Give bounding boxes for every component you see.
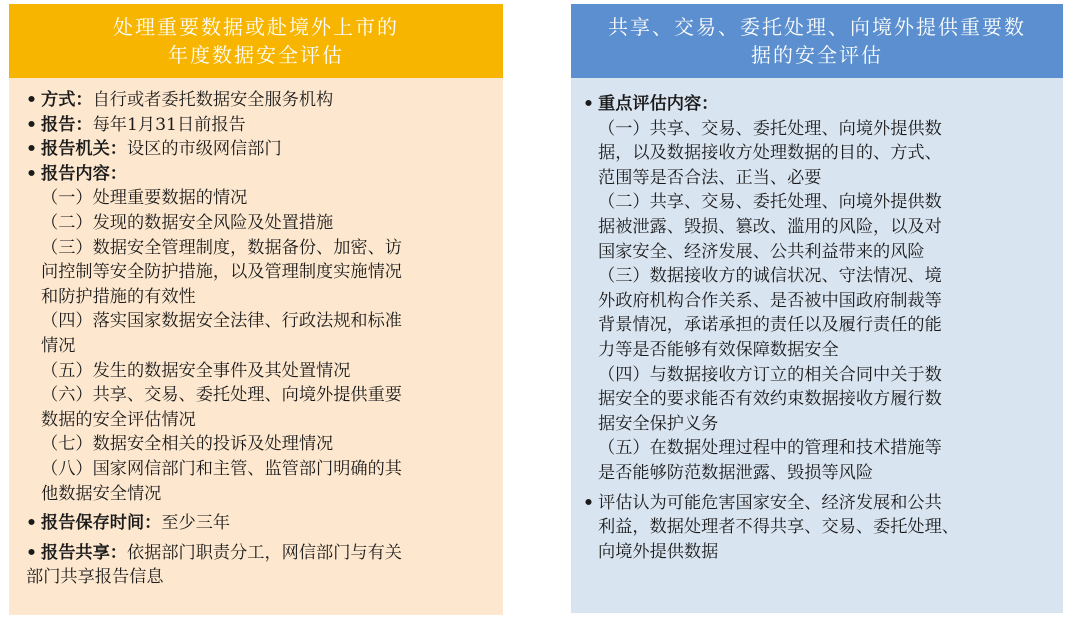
item-label: 报告内容：: [41, 163, 127, 184]
key-content-line: 力等是否能够有效保障数据安全: [598, 339, 839, 360]
conclusion-line: 向境外提供数据: [598, 541, 719, 562]
key-content-line: 据被泄露、毁损、篡改、滥用的风险，以及对: [598, 216, 942, 237]
item-text-continued: 部门共享报告信息: [26, 567, 164, 588]
list-item-retention: [26, 511, 489, 536]
title-line: 据的安全评估: [751, 43, 883, 67]
item-label: 报告共享：: [41, 542, 127, 563]
item-label: 报告保存时间：: [41, 513, 162, 534]
bullet-icon: •: [26, 114, 37, 135]
key-content-line: 据安全保护义务: [598, 413, 719, 434]
report-content-line: （一）处理重要数据的情况: [41, 188, 248, 209]
transfer-assessment-title: [571, 4, 1063, 78]
key-content-line: （五）在数据处理过程中的管理和技术措施等: [598, 438, 942, 459]
item-label: 报告机关：: [41, 139, 127, 160]
report-content-line: （七）数据安全相关的投诉及处理情况: [41, 434, 334, 455]
key-content-line: （四）与数据接收方订立的相关合同中关于数: [598, 364, 942, 385]
report-content-line: （四）落实国家数据安全法律、行政法规和标准: [41, 311, 402, 332]
list-item-method: [26, 88, 489, 113]
report-content-line: （二）发现的数据安全风险及处置措施: [41, 212, 334, 233]
transfer-assessment-card: [571, 4, 1063, 613]
key-content-line: 国家安全、经济发展、公共利益带来的风险: [598, 241, 925, 262]
bullet-icon: •: [26, 513, 37, 534]
list-item-key-content: [583, 92, 1051, 117]
list-item-report: [26, 113, 489, 138]
item-text: 设区的市级网信部门: [126, 139, 282, 160]
transfer-assessment-body: [571, 78, 1063, 564]
report-content-line: 问控制等安全防护措施，以及管理制度实施情况: [41, 262, 402, 283]
list-item-sharing: [26, 541, 489, 590]
list-item-authority: [26, 137, 489, 162]
item-label: 方式：: [41, 90, 93, 110]
item-text: 依据部门职责分工，网信部门与有关: [126, 542, 402, 563]
report-content-list: [26, 186, 489, 506]
key-content-line: （三）数据接收方的诚信状况、守法情况、境: [598, 266, 942, 287]
item-text: 每年1月31日前报告: [92, 114, 246, 135]
title-line: 年度数据安全评估: [168, 43, 344, 67]
item-text: 至少三年: [161, 513, 231, 534]
item-label: 重点评估内容：: [598, 94, 719, 114]
report-content-line: （六）共享、交易、委托处理、向境外提供重要: [41, 385, 402, 406]
key-content-line: 是否能够防范数据泄露、毁损等风险: [598, 462, 874, 483]
report-content-line: 情况: [41, 335, 76, 356]
key-content-list: [583, 117, 1051, 486]
list-item-conclusion: [583, 491, 1051, 565]
key-content-line: 据，以及数据接收方处理数据的目的、方式、: [598, 143, 942, 164]
bullet-icon: •: [26, 163, 37, 184]
report-content-line: 和防护措施的有效性: [41, 286, 196, 307]
bullet-icon: •: [26, 542, 37, 563]
bullet-icon: •: [583, 492, 594, 513]
key-content-line: （二）共享、交易、委托处理、向境外提供数: [598, 192, 942, 213]
bullet-icon: •: [26, 90, 37, 110]
title-line: 处理重要数据或赴境外上市的: [113, 15, 399, 39]
conclusion-line: 利益，数据处理者不得共享、交易、委托处理、: [598, 517, 959, 538]
list-item-content: [26, 162, 489, 187]
bullet-icon: •: [26, 139, 37, 160]
annual-assessment-card: [9, 4, 503, 615]
key-content-line: （一）共享、交易、委托处理、向境外提供数: [598, 118, 942, 139]
key-content-line: 背景情况，承诺承担的责任以及履行责任的能: [598, 315, 942, 336]
report-content-line: （三）数据安全管理制度，数据备份、加密、访: [41, 237, 402, 258]
annual-assessment-title: [9, 4, 503, 78]
conclusion-line: 评估认为可能危害国家安全、经济发展和公共: [598, 492, 942, 513]
key-content-line: 据安全的要求能否有效约束数据接收方履行数: [598, 389, 942, 410]
report-content-line: 数据的安全评估情况: [41, 409, 196, 430]
report-content-line: （八）国家网信部门和主管、监管部门明确的其: [41, 458, 402, 479]
report-content-line: （五）发生的数据安全事件及其处置情况: [41, 360, 351, 381]
key-content-line: 范围等是否合法、正当、必要: [598, 167, 822, 188]
title-line: 共享、交易、委托处理、向境外提供重要数: [608, 15, 1026, 39]
key-content-line: 外政府机构合作关系、是否被中国政府制裁等: [598, 290, 942, 311]
bullet-icon: •: [583, 94, 594, 114]
report-content-line: 他数据安全情况: [41, 483, 162, 504]
item-text: 自行或者委托数据安全服务机构: [92, 90, 334, 110]
item-label: 报告：: [41, 114, 93, 135]
annual-assessment-body: [9, 78, 503, 590]
